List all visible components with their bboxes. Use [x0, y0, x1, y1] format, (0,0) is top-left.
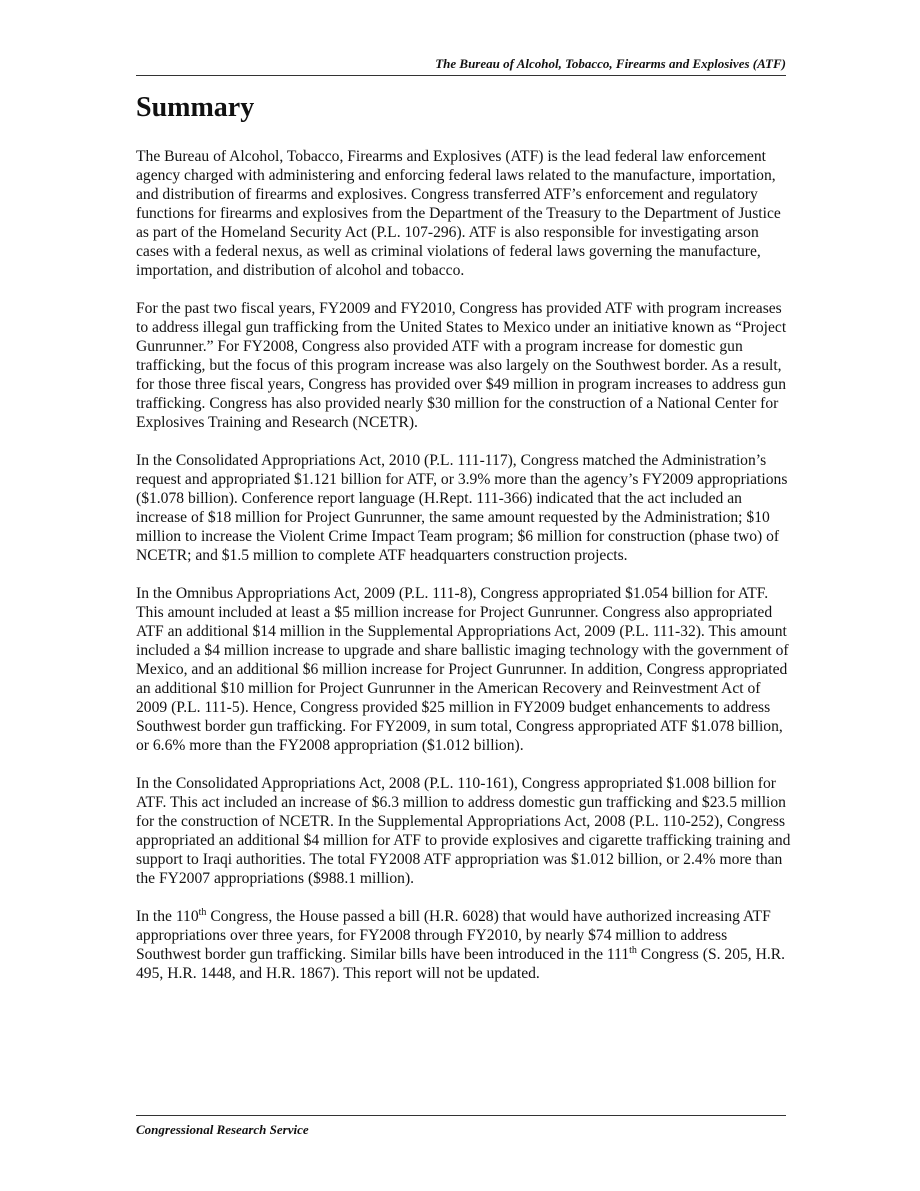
last-paragraph-text-2: Congress, the House passed a bill (H.R. 6028) that would have authorized increasing ATF appropriations over three years, for FY2008 through FY2010, by nearly $74 million to address Southwest border gun trafficking. Similar bills have been introduced in the 111 — [136, 908, 771, 963]
last-paragraph-text-3: Congress (S. 205, H.R. 495, H.R. 1448, and H.R. 1867). This report will not be updated. — [136, 946, 786, 982]
paragraph-fy2008-appropriations: In the Consolidated Appropriations Act, 2008 (P.L. 110-161), Congress appropriated $1.008 billion for ATF. This act included an increase of $6.3 million to address domestic gun trafficking and $23.5 million for the construction of NCETR. In the Supplemental Appropriations Act, 2008 (P.L. 110-252), Congress appropriated an additional $4 million for ATF to provide explosives and cigarette trafficking training and support to Iraqi authorities. The total FY2008 ATF appropriation was $1.012 billion, or 2.4% more than the FY2007 appropriations ($988.1 million). — [136, 775, 791, 887]
running-footer: Congressional Research Service — [136, 1115, 786, 1138]
ordinal-superscript-1: th — [198, 906, 207, 918]
last-paragraph-text-1: In the 110 — [136, 908, 199, 925]
page-title: Summary — [136, 92, 255, 123]
paragraph-project-gunrunner: For the past two fiscal years, FY2009 and FY2010, Congress has provided ATF with program increases to address illegal gun trafficking from the United States to Mexico under an initiative known as “Project Gunrunner.” For FY2008, Congress also provided ATF with a program increase for domestic gun trafficking, but the focus of this program increase was also largely on the Southwest border. As a result, for those three fiscal years, Congress has provided over $49 million in program increases to address gun trafficking. Congress has also provided nearly $30 million for the construction of a National Center for Explosives Training and Research (NCETR). — [136, 300, 787, 431]
running-header: The Bureau of Alcohol, Tobacco, Firearms and Explosives (ATF) — [136, 56, 786, 76]
paragraph-fy2010-appropriations: In the Consolidated Appropriations Act, 2010 (P.L. 111-117), Congress matched the Administration’s request and appropriated $1.121 billion for ATF, or 3.9% more than the agency’s FY2009 appropriations ($1.078 billion). Conference report language (H.Rept. 111-366) indicated that the act included an increase of $18 million for Project Gunrunner, the same amount requested by the Administration; $10 million to increase the Violent Crime Impact Team program; $6 million for construction (phase two) of NCETR; and $1.5 million to complete ATF headquarters construction projects. — [136, 452, 788, 564]
summary-body — [136, 147, 791, 1002]
paragraph-legislation-status — [136, 907, 791, 983]
ordinal-superscript-2: th — [629, 944, 637, 956]
paragraph-fy2009-appropriations: In the Omnibus Appropriations Act, 2009 (P.L. 111-8), Congress appropriated $1.054 billion for ATF. This amount included at least a $5 million increase for Project Gunrunner. Congress also appropriated ATF an additional $14 million in the Supplemental Appropriations Act, 2009 (P.L. 111-32). This amount included a $4 million increase to upgrade and share ballistic imaging technology with the government of Mexico, and an additional $6 million increase for Project Gunrunner. In addition, Congress appropriated an additional $10 million for Project Gunrunner in the American Recovery and Reinvestment Act of 2009 (P.L. 111-5). Hence, Congress provided $25 million in FY2009 budget enhancements to address Southwest border gun trafficking. For FY2009, in sum total, Congress appropriated ATF $1.078 billion, or 6.6% more than the FY2008 appropriation ($1.012 billion). — [136, 585, 789, 754]
paragraph-atf-overview: The Bureau of Alcohol, Tobacco, Firearms and Explosives (ATF) is the lead federal law enforcement agency charged with administering and enforcing federal laws related to the manufacture, importation, and distribution of firearms and explosives. Congress transferred ATF’s enforcement and regulatory functions for firearms and explosives from the Department of the Treasury to the Department of Justice as part of the Homeland Security Act (P.L. 107-296). ATF is also responsible for investigating arson cases with a federal nexus, as well as criminal violations of federal laws governing the manufacture, importation, and distribution of alcohol and tobacco. — [136, 148, 781, 279]
